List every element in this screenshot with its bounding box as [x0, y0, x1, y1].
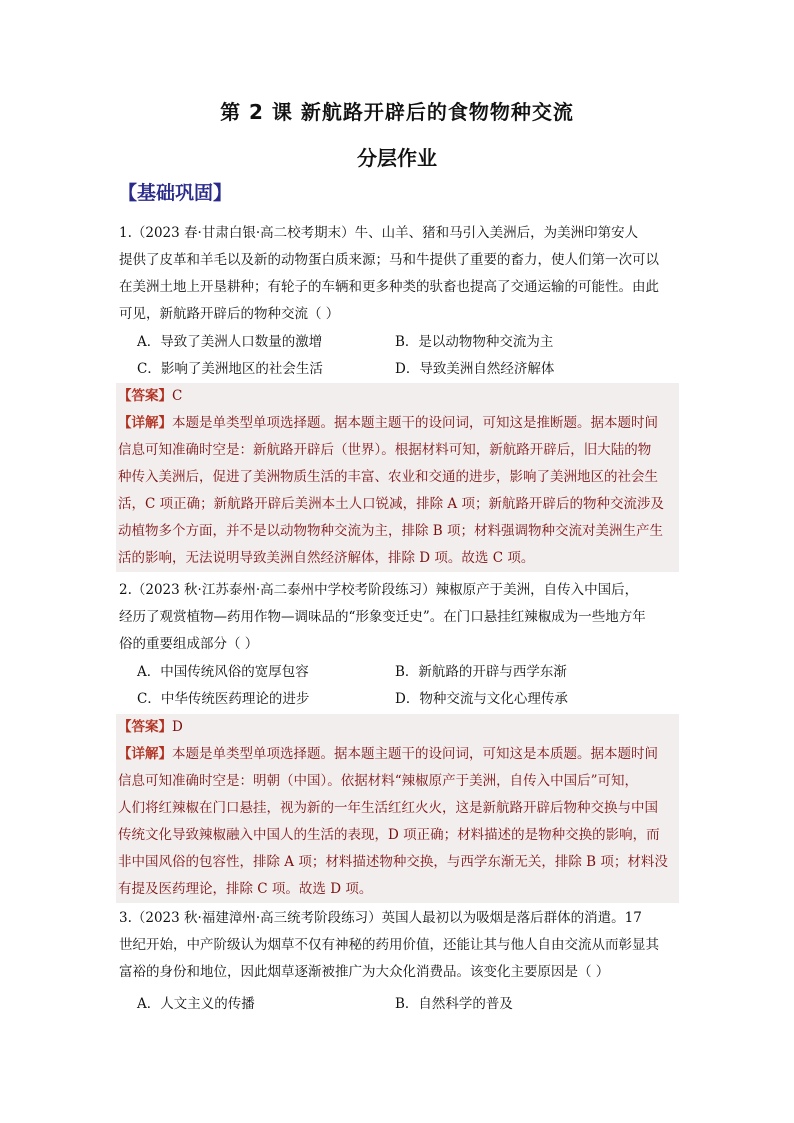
question-2-detail [116, 741, 679, 903]
option-b: B．新航路的开辟与西学东渐 [395, 664, 567, 680]
question-3-stem [119, 905, 679, 986]
option-b: B．是以动物物种交流为主 [395, 334, 554, 350]
answer-value: D [172, 719, 183, 735]
question-1-options [137, 329, 677, 383]
option-c: C．影响了美洲地区的社会生活 [137, 361, 323, 377]
option-d: D．物种交流与文化心理传承 [395, 691, 568, 707]
detail-line: 信息可知准确时空是：新航路开辟后（世界）。根据材料可知，新航路开辟后，旧大陆的物 [118, 442, 652, 458]
answer-value: C [172, 388, 183, 404]
detail-line: 种传入美洲后，促进了美洲物质生活的丰富、农业和交通的进步，影响了美洲地区的社会生 [118, 469, 658, 485]
stem-line: 提供了皮革和羊毛以及新的动物蛋白质来源；马和牛提供了重要的畜力，使人们第一次可以 [119, 252, 659, 268]
stem-line: 俗的重要组成部分（ ） [119, 636, 259, 652]
answer-label: 【答案】 [118, 719, 172, 735]
option-d: D．导致美洲自然经济解体 [395, 361, 555, 377]
question-1-detail [116, 410, 679, 572]
detail-line: 动植物多个方面，并不是以动物物种交流为主，排除 B 项；材料强调物种交流对美洲生产生 [118, 523, 664, 539]
option-a: A．导致了美洲人口数量的激增 [137, 334, 323, 350]
detail-line: 有提及医药理论，排除 C 项。故选 D 项。 [118, 881, 373, 897]
stem-line: 在美洲土地上开垦耕种；有轮子的车辆和更多种类的驮畜也提高了交通运输的可能性。由此 [119, 279, 659, 295]
question-1-answer [116, 383, 679, 410]
option-a: A．中国传统风俗的宽厚包容 [137, 664, 309, 680]
stem-line: 经历了观赏植物—药用作物—调味品的“形象变迁史”。在门口悬挂红辣椒成为一些地方年 [119, 609, 646, 625]
stem-line: 1.（2023 春·甘肃白银·高二校考期末）牛、山羊、猪和马引入美洲后，为美洲印第安人 [119, 225, 639, 241]
detail-line: 活的影响，无法说明导致美洲自然经济解体，排除 D 项。故选 C 项。 [118, 550, 535, 566]
stem-line: 2.（2023 秋·江苏泰州·高二泰州中学校考阶段练习）辣椒原产于美洲，自传入中国后， [119, 582, 639, 598]
option-c: C．中华传统医药理论的进步 [137, 691, 310, 707]
question-2-options [137, 659, 677, 713]
section-heading: 【基础巩固】 [118, 182, 233, 204]
answer-label: 【答案】 [118, 388, 172, 404]
option-a: A．人文主义的传播 [137, 996, 255, 1012]
detail-line: 本题是单类型单项选择题。据本题主题干的设问词，可知这是本质题。据本题时间 [172, 746, 658, 762]
detail-label: 【详解】 [118, 415, 172, 431]
question-2-answer [116, 714, 679, 741]
stem-line: 可见，新航路开辟后的物种交流（ ） [119, 306, 340, 322]
question-2-stem [119, 577, 679, 658]
stem-line: 3.（2023 秋·福建漳州·高三统考阶段练习）英国人最初以为吸烟是落后群体的消遣。17 [119, 910, 642, 926]
lesson-title: 第 2 课 新航路开辟后的食物物种交流 [220, 100, 574, 124]
detail-line: 非中国风俗的包容性，排除 A 项；材料描述物种交换，与西学东渐无关，排除 B 项；材料没 [118, 854, 668, 870]
lesson-subtitle: 分层作业 [357, 146, 437, 170]
question-1-stem [119, 220, 679, 328]
detail-line: 信息可知准确时空是：明朝（中国）。依据材料“辣椒原产于美洲，自传入中国后”可知， [118, 773, 639, 789]
question-3-options [137, 991, 677, 1018]
stem-line: 世纪开始，中产阶级认为烟草不仅有神秘的药用价值，还能让其与他人自由交流从而彰显其 [119, 937, 659, 953]
detail-line: 人们将红辣椒在门口悬挂，视为新的一年生活红红火火，这是新航路开辟后物种交换与中国 [118, 800, 658, 816]
detail-line: 本题是单类型单项选择题。据本题主题干的设问词，可知这是推断题。据本题时间 [172, 415, 658, 431]
stem-line: 富裕的身份和地位，因此烟草逐渐被推广为大众化消费品。该变化主要原因是（ ） [119, 964, 610, 980]
detail-line: 传统文化导致辣椒融入中国人的生活的表现，D 项正确；材料描述的是物种交换的影响，而 [118, 827, 660, 843]
detail-line: 活，C 项正确；新航路开辟后美洲本土人口锐减，排除 A 项；新航路开辟后的物种交流涉及 [118, 496, 664, 512]
option-b: B．自然科学的普及 [395, 996, 513, 1012]
detail-label: 【详解】 [118, 746, 172, 762]
